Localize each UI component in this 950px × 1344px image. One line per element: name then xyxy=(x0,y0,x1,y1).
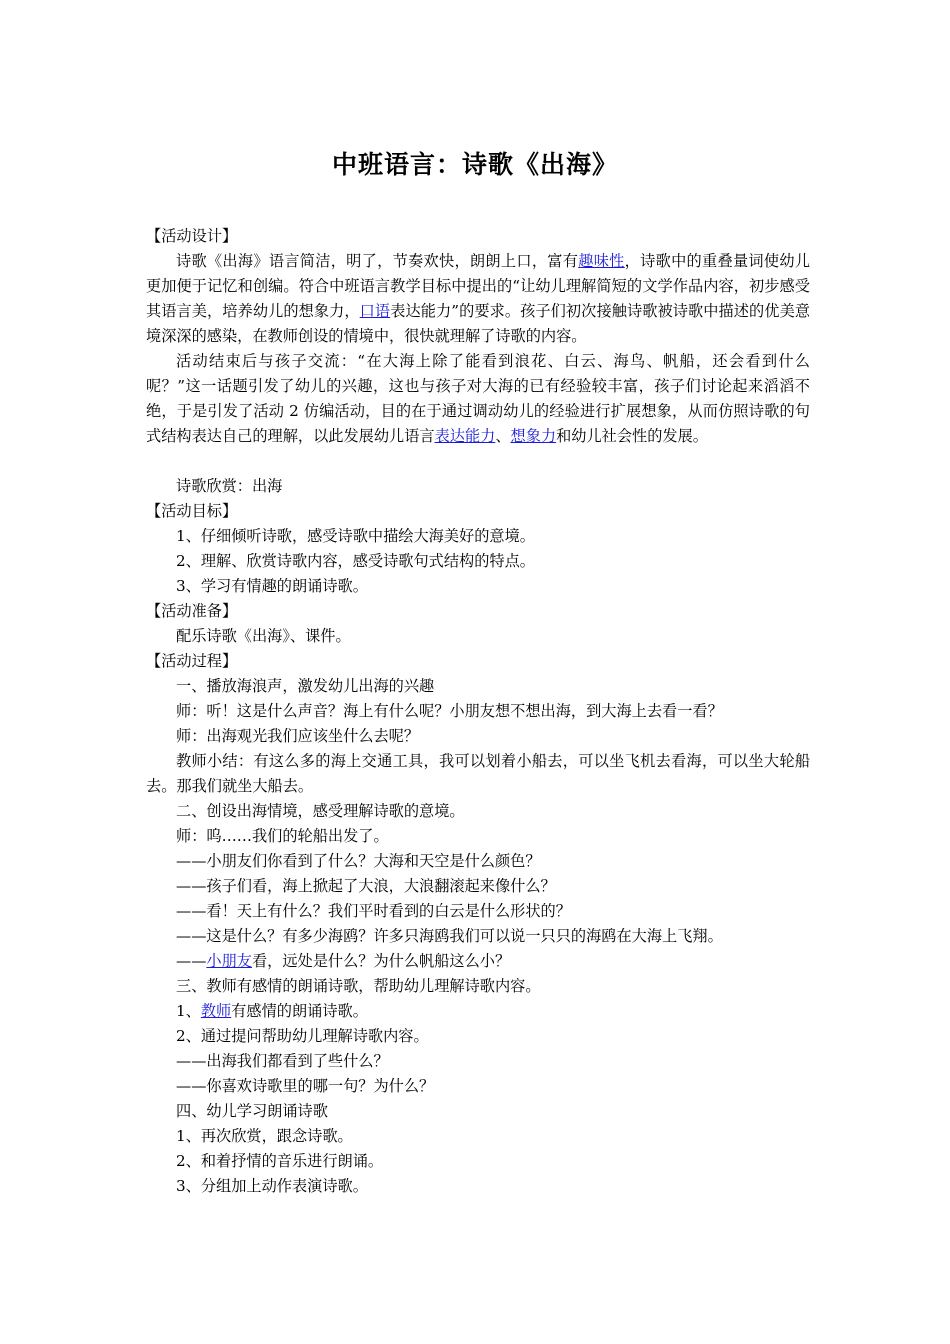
link-xiaopengyou[interactable]: 小朋友 xyxy=(206,952,252,970)
section-heading-prep: 【活动准备】 xyxy=(146,602,238,620)
text-run: 诗歌《出海》语言简洁，明了，节奏欢快，朗朗上口，富有 xyxy=(176,252,579,270)
text-run: ，诗歌中的重叠量词使幼儿更加便于记忆和创编。符合中班语言教学目标中提出的“让幼儿理解简短的文学作品内容，初步感受其语言美，培养幼儿的想象力， xyxy=(146,252,811,320)
text-run: 、 xyxy=(495,427,511,445)
document-body xyxy=(146,224,810,1199)
link-kouyu[interactable]: 口语 xyxy=(359,302,391,320)
process-line: ——小朋友们你看到了什么？大海和天空是什么颜色？ xyxy=(176,852,541,870)
process-line xyxy=(146,949,810,974)
text-run: 和幼儿社会性的发展。 xyxy=(556,427,708,445)
page-title: 中班语言：诗歌《出海》 xyxy=(331,149,618,179)
process-line: 师：出海观光我们应该坐什么去呢？ xyxy=(176,727,419,745)
design-paragraph-1 xyxy=(146,249,810,349)
process-line: ——孩子们看，海上掀起了大浪，大浪翻滚起来像什么？ xyxy=(176,877,556,895)
process-line: 1、再次欣赏，跟念诗歌。 xyxy=(176,1127,353,1145)
text-run: 表达能力”的要求。孩子们初次接触诗歌被诗歌中描述的优美意境深深的感染，在教师创设的情境中，很快就理解了诗歌的内容。 xyxy=(146,302,811,345)
text-run: 看，远处是什么？为什么帆船这么小？ xyxy=(251,952,511,970)
design-paragraph-2 xyxy=(146,349,810,449)
link-jiaoshi[interactable]: 教师 xyxy=(200,1002,232,1020)
process-line: 教师小结：有这么多的海上交通工具，我可以划着小船去，可以坐飞机去看海，可以坐大轮船去。那我们就坐大船去。 xyxy=(146,752,810,795)
section-heading-design: 【活动设计】 xyxy=(146,227,238,245)
goal-item: 3、学习有情趣的朗诵诗歌。 xyxy=(176,577,368,595)
process-line: 2、和着抒情的音乐进行朗诵。 xyxy=(176,1152,384,1170)
text-run: 有感情的朗诵诗歌。 xyxy=(231,1002,368,1020)
text-run: 活动结束后与孩子交流：“在大海上除了能看到浪花、白云、海鸟、帆船，还会看到什么呢？”这一话题引发了幼儿的兴趣，这也与孩子对大海的已有经验较丰富，孩子们讨论起来滔滔不绝，于是引发了活动 2 仿编活动，目的在于通过调动幼儿的经验进行扩展想象，从而仿照诗歌的句式结构表达自己的理解，以此发展幼儿语言 xyxy=(146,352,810,445)
goal-item: 2、理解、欣赏诗歌内容，感受诗歌句式结构的特点。 xyxy=(176,552,535,570)
process-line: ——这是什么？有多少海鸥？许多只海鸥我们可以说一只只的海鸥在大海上飞翔。 xyxy=(176,927,723,945)
process-line: ——你喜欢诗歌里的哪一句？为什么？ xyxy=(176,1077,435,1095)
process-line: 师：听！这是什么声音？海上有什么呢？小朋友想不想出海，到大海上去看一看？ xyxy=(176,702,723,720)
section-heading-process: 【活动过程】 xyxy=(146,652,238,670)
link-xiangxiangli[interactable]: 想象力 xyxy=(510,427,557,445)
link-biaoda-nengli[interactable]: 表达能力 xyxy=(434,427,496,445)
goal-item: 1、仔细倾听诗歌，感受诗歌中描绘大海美好的意境。 xyxy=(176,527,535,545)
process-line: 2、通过提问帮助幼儿理解诗歌内容。 xyxy=(176,1027,429,1045)
process-line xyxy=(146,999,810,1024)
process-line: 师：呜……我们的轮船出发了。 xyxy=(176,827,389,845)
section-heading-goals: 【活动目标】 xyxy=(146,502,238,520)
text-run: 1、 xyxy=(176,1002,201,1020)
process-line: 三、教师有感情的朗诵诗歌，帮助幼儿理解诗歌内容。 xyxy=(176,977,541,995)
process-line: 四、幼儿学习朗诵诗歌 xyxy=(176,1102,328,1120)
process-line: 二、创设出海情境，感受理解诗歌的意境。 xyxy=(176,802,465,820)
process-line: ——看！天上有什么？我们平时看到的白云是什么形状的？ xyxy=(176,902,571,920)
prep-text: 配乐诗歌《出海》、课件。 xyxy=(176,627,351,645)
process-line: 3、分组加上动作表演诗歌。 xyxy=(176,1177,368,1195)
poem-title: 诗歌欣赏：出海 xyxy=(176,477,283,495)
process-line: ——出海我们都看到了些什么？ xyxy=(176,1052,389,1070)
link-quweixing[interactable]: 趣味性 xyxy=(578,252,625,270)
spacer xyxy=(146,449,810,474)
process-line: 一、播放海浪声，激发幼儿出海的兴趣 xyxy=(176,677,435,695)
text-run: —— xyxy=(176,952,207,970)
